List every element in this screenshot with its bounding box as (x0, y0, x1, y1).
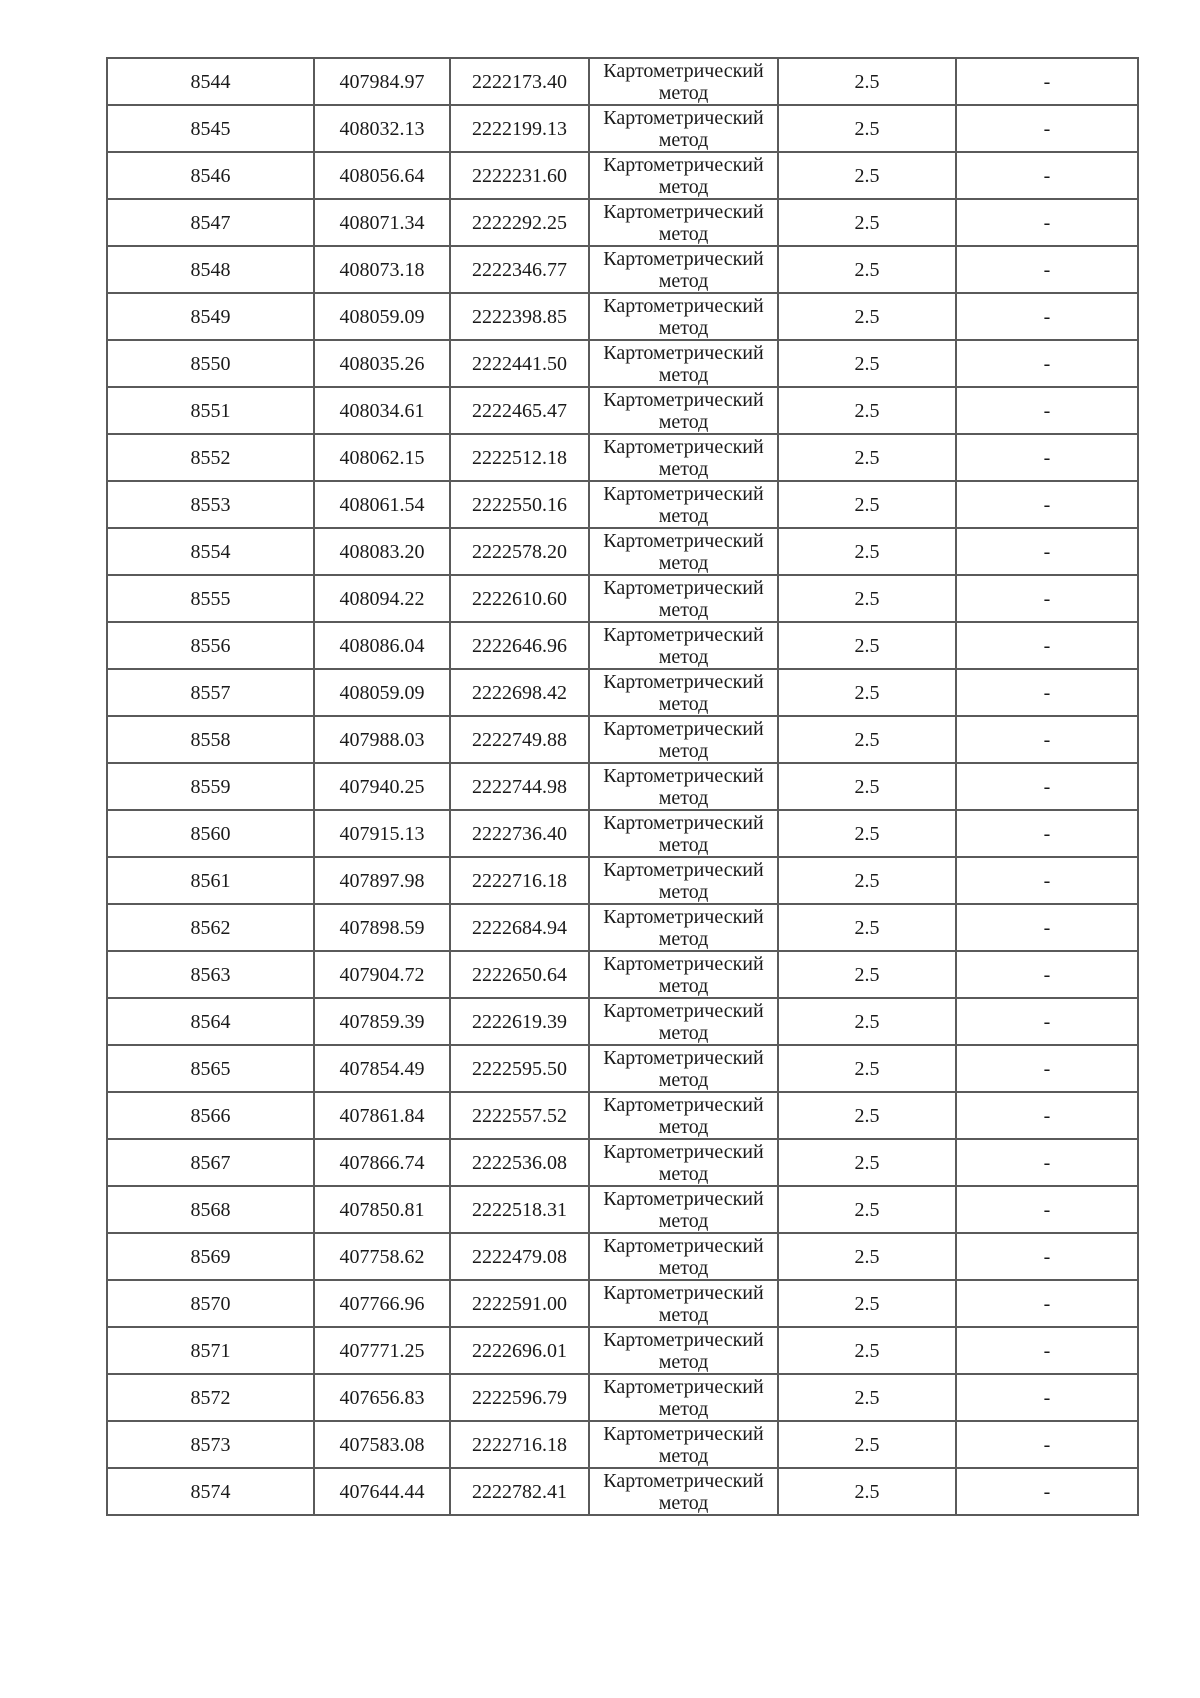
method-line-1: Картометрический (603, 765, 764, 787)
point-number-cell: 8566 (107, 1092, 314, 1139)
method-line-1: Картометрический (603, 1423, 764, 1445)
point-number-cell: 8565 (107, 1045, 314, 1092)
note-cell: - (956, 763, 1138, 810)
point-number-cell: 8570 (107, 1280, 314, 1327)
x-coordinate-cell: 407897.98 (314, 857, 450, 904)
method-line-2: метод (658, 1445, 709, 1467)
method-line-1: Картометрический (603, 1376, 764, 1398)
y-coordinate-cell: 2222716.18 (450, 857, 589, 904)
method-line-2: метод (658, 834, 709, 856)
x-coordinate-cell: 408059.09 (314, 669, 450, 716)
method-line-2: метод (658, 928, 709, 950)
method-line-2: метод (658, 176, 709, 198)
note-cell: - (956, 152, 1138, 199)
method-cell (589, 58, 778, 105)
y-coordinate-cell: 2222199.13 (450, 105, 589, 152)
y-coordinate-cell: 2222465.47 (450, 387, 589, 434)
method-line-1: Картометрический (603, 1094, 764, 1116)
accuracy-cell: 2.5 (778, 1468, 956, 1515)
table-row (107, 1045, 1138, 1092)
method-line-1: Картометрический (603, 671, 764, 693)
table-row (107, 951, 1138, 998)
table-row (107, 1139, 1138, 1186)
method-cell (589, 1280, 778, 1327)
method-line-1: Картометрический (603, 248, 764, 270)
point-number-cell: 8568 (107, 1186, 314, 1233)
accuracy-cell: 2.5 (778, 1092, 956, 1139)
note-cell: - (956, 951, 1138, 998)
point-number-cell: 8549 (107, 293, 314, 340)
y-coordinate-cell: 2222698.42 (450, 669, 589, 716)
method-cell (589, 1233, 778, 1280)
note-cell: - (956, 105, 1138, 152)
note-cell: - (956, 1327, 1138, 1374)
y-coordinate-cell: 2222610.60 (450, 575, 589, 622)
y-coordinate-cell: 2222596.79 (450, 1374, 589, 1421)
table-row (107, 481, 1138, 528)
x-coordinate-cell: 408083.20 (314, 528, 450, 575)
point-number-cell: 8556 (107, 622, 314, 669)
method-line-2: метод (658, 82, 709, 104)
x-coordinate-cell: 407644.44 (314, 1468, 450, 1515)
x-coordinate-cell: 408071.34 (314, 199, 450, 246)
method-line-1: Картометрический (603, 107, 764, 129)
point-number-cell: 8561 (107, 857, 314, 904)
table-row (107, 152, 1138, 199)
accuracy-cell: 2.5 (778, 904, 956, 951)
note-cell: - (956, 293, 1138, 340)
table-row (107, 1092, 1138, 1139)
accuracy-cell: 2.5 (778, 1186, 956, 1233)
point-number-cell: 8559 (107, 763, 314, 810)
y-coordinate-cell: 2222292.25 (450, 199, 589, 246)
y-coordinate-cell: 2222684.94 (450, 904, 589, 951)
method-line-1: Картометрический (603, 389, 764, 411)
method-line-2: метод (658, 223, 709, 245)
y-coordinate-cell: 2222518.31 (450, 1186, 589, 1233)
x-coordinate-cell: 407583.08 (314, 1421, 450, 1468)
point-number-cell: 8552 (107, 434, 314, 481)
table-row (107, 904, 1138, 951)
method-cell (589, 1139, 778, 1186)
y-coordinate-cell: 2222536.08 (450, 1139, 589, 1186)
method-line-1: Картометрический (603, 201, 764, 223)
note-cell: - (956, 1045, 1138, 1092)
point-number-cell: 8545 (107, 105, 314, 152)
x-coordinate-cell: 408062.15 (314, 434, 450, 481)
point-number-cell: 8563 (107, 951, 314, 998)
method-cell (589, 998, 778, 1045)
method-line-1: Картометрический (603, 342, 764, 364)
note-cell: - (956, 1374, 1138, 1421)
accuracy-cell: 2.5 (778, 1374, 956, 1421)
method-cell (589, 340, 778, 387)
x-coordinate-cell: 407866.74 (314, 1139, 450, 1186)
x-coordinate-cell: 407771.25 (314, 1327, 450, 1374)
method-line-1: Картометрический (603, 953, 764, 975)
accuracy-cell: 2.5 (778, 152, 956, 199)
note-cell: - (956, 575, 1138, 622)
point-number-cell: 8544 (107, 58, 314, 105)
method-line-2: метод (658, 317, 709, 339)
method-line-2: метод (658, 1351, 709, 1373)
table-row (107, 1468, 1138, 1515)
method-line-1: Картометрический (603, 1235, 764, 1257)
method-line-1: Картометрический (603, 1470, 764, 1492)
note-cell: - (956, 58, 1138, 105)
table-row (107, 1186, 1138, 1233)
method-cell (589, 434, 778, 481)
method-line-1: Картометрический (603, 1329, 764, 1351)
method-cell (589, 810, 778, 857)
x-coordinate-cell: 408035.26 (314, 340, 450, 387)
y-coordinate-cell: 2222782.41 (450, 1468, 589, 1515)
table-row (107, 1233, 1138, 1280)
y-coordinate-cell: 2222231.60 (450, 152, 589, 199)
accuracy-cell: 2.5 (778, 1045, 956, 1092)
y-coordinate-cell: 2222591.00 (450, 1280, 589, 1327)
point-number-cell: 8572 (107, 1374, 314, 1421)
table-row (107, 763, 1138, 810)
method-line-1: Картометрический (603, 1282, 764, 1304)
x-coordinate-cell: 407940.25 (314, 763, 450, 810)
method-cell (589, 763, 778, 810)
note-cell: - (956, 998, 1138, 1045)
point-number-cell: 8567 (107, 1139, 314, 1186)
table-row (107, 246, 1138, 293)
note-cell: - (956, 434, 1138, 481)
method-line-2: метод (658, 975, 709, 997)
point-number-cell: 8573 (107, 1421, 314, 1468)
table-row (107, 669, 1138, 716)
method-cell (589, 904, 778, 951)
method-line-1: Картометрический (603, 859, 764, 881)
table-row (107, 199, 1138, 246)
y-coordinate-cell: 2222398.85 (450, 293, 589, 340)
y-coordinate-cell: 2222650.64 (450, 951, 589, 998)
method-line-2: метод (658, 599, 709, 621)
method-line-2: метод (658, 646, 709, 668)
method-line-2: метод (658, 505, 709, 527)
note-cell: - (956, 716, 1138, 763)
accuracy-cell: 2.5 (778, 622, 956, 669)
note-cell: - (956, 387, 1138, 434)
method-cell (589, 575, 778, 622)
accuracy-cell: 2.5 (778, 58, 956, 105)
note-cell: - (956, 1421, 1138, 1468)
x-coordinate-cell: 407656.83 (314, 1374, 450, 1421)
point-number-cell: 8562 (107, 904, 314, 951)
note-cell: - (956, 1092, 1138, 1139)
y-coordinate-cell: 2222749.88 (450, 716, 589, 763)
accuracy-cell: 2.5 (778, 246, 956, 293)
table-row (107, 293, 1138, 340)
table-row (107, 434, 1138, 481)
accuracy-cell: 2.5 (778, 199, 956, 246)
method-cell (589, 293, 778, 340)
y-coordinate-cell: 2222595.50 (450, 1045, 589, 1092)
y-coordinate-cell: 2222479.08 (450, 1233, 589, 1280)
x-coordinate-cell: 407766.96 (314, 1280, 450, 1327)
method-cell (589, 1421, 778, 1468)
point-number-cell: 8574 (107, 1468, 314, 1515)
method-cell (589, 1374, 778, 1421)
method-line-1: Картометрический (603, 483, 764, 505)
x-coordinate-cell: 408056.64 (314, 152, 450, 199)
method-line-1: Картометрический (603, 1000, 764, 1022)
method-line-2: метод (658, 270, 709, 292)
note-cell: - (956, 246, 1138, 293)
method-line-2: метод (658, 1492, 709, 1514)
method-line-2: метод (658, 411, 709, 433)
method-cell (589, 528, 778, 575)
accuracy-cell: 2.5 (778, 1233, 956, 1280)
point-number-cell: 8547 (107, 199, 314, 246)
table-row (107, 1280, 1138, 1327)
accuracy-cell: 2.5 (778, 434, 956, 481)
note-cell: - (956, 199, 1138, 246)
method-line-1: Картометрический (603, 812, 764, 834)
x-coordinate-cell: 408034.61 (314, 387, 450, 434)
note-cell: - (956, 340, 1138, 387)
method-line-1: Картометрический (603, 154, 764, 176)
method-cell (589, 105, 778, 152)
method-line-2: метод (658, 1163, 709, 1185)
point-number-cell: 8560 (107, 810, 314, 857)
accuracy-cell: 2.5 (778, 1421, 956, 1468)
point-number-cell: 8569 (107, 1233, 314, 1280)
method-line-1: Картометрический (603, 718, 764, 740)
x-coordinate-cell: 407859.39 (314, 998, 450, 1045)
point-number-cell: 8546 (107, 152, 314, 199)
method-line-2: метод (658, 1022, 709, 1044)
accuracy-cell: 2.5 (778, 1327, 956, 1374)
method-cell (589, 387, 778, 434)
accuracy-cell: 2.5 (778, 340, 956, 387)
method-cell (589, 669, 778, 716)
method-line-2: метод (658, 1069, 709, 1091)
method-cell (589, 951, 778, 998)
table-row (107, 340, 1138, 387)
note-cell: - (956, 1468, 1138, 1515)
x-coordinate-cell: 407898.59 (314, 904, 450, 951)
table-row (107, 810, 1138, 857)
table-row (107, 58, 1138, 105)
x-coordinate-cell: 408059.09 (314, 293, 450, 340)
y-coordinate-cell: 2222744.98 (450, 763, 589, 810)
point-number-cell: 8564 (107, 998, 314, 1045)
x-coordinate-cell: 408086.04 (314, 622, 450, 669)
method-cell (589, 622, 778, 669)
method-cell (589, 857, 778, 904)
accuracy-cell: 2.5 (778, 669, 956, 716)
method-cell (589, 481, 778, 528)
method-line-2: метод (658, 1116, 709, 1138)
table-row (107, 716, 1138, 763)
method-line-1: Картометрический (603, 436, 764, 458)
method-line-2: метод (658, 1304, 709, 1326)
table-row (107, 387, 1138, 434)
method-line-2: метод (658, 1210, 709, 1232)
x-coordinate-cell: 407988.03 (314, 716, 450, 763)
x-coordinate-cell: 407850.81 (314, 1186, 450, 1233)
x-coordinate-cell: 407758.62 (314, 1233, 450, 1280)
point-number-cell: 8550 (107, 340, 314, 387)
point-number-cell: 8551 (107, 387, 314, 434)
accuracy-cell: 2.5 (778, 1280, 956, 1327)
method-cell (589, 1468, 778, 1515)
method-cell (589, 1092, 778, 1139)
method-line-1: Картометрический (603, 577, 764, 599)
y-coordinate-cell: 2222550.16 (450, 481, 589, 528)
accuracy-cell: 2.5 (778, 1139, 956, 1186)
accuracy-cell: 2.5 (778, 951, 956, 998)
method-line-2: метод (658, 1398, 709, 1420)
point-number-cell: 8553 (107, 481, 314, 528)
method-line-2: метод (658, 787, 709, 809)
table-row (107, 998, 1138, 1045)
table-row (107, 1374, 1138, 1421)
method-line-2: метод (658, 740, 709, 762)
method-cell (589, 716, 778, 763)
accuracy-cell: 2.5 (778, 716, 956, 763)
method-line-2: метод (658, 364, 709, 386)
method-cell (589, 1186, 778, 1233)
accuracy-cell: 2.5 (778, 293, 956, 340)
point-number-cell: 8557 (107, 669, 314, 716)
method-line-2: метод (658, 693, 709, 715)
method-line-2: метод (658, 552, 709, 574)
note-cell: - (956, 1139, 1138, 1186)
note-cell: - (956, 857, 1138, 904)
note-cell: - (956, 622, 1138, 669)
y-coordinate-cell: 2222716.18 (450, 1421, 589, 1468)
method-line-1: Картометрический (603, 530, 764, 552)
method-line-1: Картометрический (603, 1188, 764, 1210)
note-cell: - (956, 669, 1138, 716)
x-coordinate-cell: 408032.13 (314, 105, 450, 152)
y-coordinate-cell: 2222346.77 (450, 246, 589, 293)
x-coordinate-cell: 407861.84 (314, 1092, 450, 1139)
y-coordinate-cell: 2222646.96 (450, 622, 589, 669)
y-coordinate-cell: 2222696.01 (450, 1327, 589, 1374)
x-coordinate-cell: 407904.72 (314, 951, 450, 998)
note-cell: - (956, 528, 1138, 575)
method-cell (589, 246, 778, 293)
point-number-cell: 8571 (107, 1327, 314, 1374)
table-row (107, 528, 1138, 575)
accuracy-cell: 2.5 (778, 998, 956, 1045)
x-coordinate-cell: 407915.13 (314, 810, 450, 857)
y-coordinate-cell: 2222619.39 (450, 998, 589, 1045)
accuracy-cell: 2.5 (778, 528, 956, 575)
y-coordinate-cell: 2222736.40 (450, 810, 589, 857)
table-row (107, 1327, 1138, 1374)
note-cell: - (956, 1280, 1138, 1327)
coordinates-table-body (107, 58, 1138, 1515)
method-cell (589, 152, 778, 199)
accuracy-cell: 2.5 (778, 105, 956, 152)
y-coordinate-cell: 2222441.50 (450, 340, 589, 387)
x-coordinate-cell: 407984.97 (314, 58, 450, 105)
accuracy-cell: 2.5 (778, 575, 956, 622)
method-cell (589, 1045, 778, 1092)
method-line-1: Картометрический (603, 1141, 764, 1163)
y-coordinate-cell: 2222512.18 (450, 434, 589, 481)
method-line-2: метод (658, 881, 709, 903)
method-line-1: Картометрический (603, 60, 764, 82)
note-cell: - (956, 481, 1138, 528)
method-line-1: Картометрический (603, 1047, 764, 1069)
method-line-1: Картометрический (603, 624, 764, 646)
y-coordinate-cell: 2222557.52 (450, 1092, 589, 1139)
coordinates-table (106, 57, 1139, 1516)
method-line-2: метод (658, 458, 709, 480)
method-line-2: метод (658, 129, 709, 151)
accuracy-cell: 2.5 (778, 857, 956, 904)
method-line-2: метод (658, 1257, 709, 1279)
table-row (107, 1421, 1138, 1468)
table-row (107, 857, 1138, 904)
accuracy-cell: 2.5 (778, 387, 956, 434)
x-coordinate-cell: 408094.22 (314, 575, 450, 622)
method-line-1: Картометрический (603, 906, 764, 928)
accuracy-cell: 2.5 (778, 763, 956, 810)
note-cell: - (956, 810, 1138, 857)
note-cell: - (956, 1186, 1138, 1233)
method-cell (589, 1327, 778, 1374)
point-number-cell: 8555 (107, 575, 314, 622)
x-coordinate-cell: 408073.18 (314, 246, 450, 293)
accuracy-cell: 2.5 (778, 481, 956, 528)
table-row (107, 622, 1138, 669)
table-row (107, 575, 1138, 622)
x-coordinate-cell: 407854.49 (314, 1045, 450, 1092)
note-cell: - (956, 1233, 1138, 1280)
method-cell (589, 199, 778, 246)
y-coordinate-cell: 2222578.20 (450, 528, 589, 575)
note-cell: - (956, 904, 1138, 951)
point-number-cell: 8548 (107, 246, 314, 293)
method-line-1: Картометрический (603, 295, 764, 317)
table-row (107, 105, 1138, 152)
point-number-cell: 8554 (107, 528, 314, 575)
point-number-cell: 8558 (107, 716, 314, 763)
accuracy-cell: 2.5 (778, 810, 956, 857)
y-coordinate-cell: 2222173.40 (450, 58, 589, 105)
x-coordinate-cell: 408061.54 (314, 481, 450, 528)
